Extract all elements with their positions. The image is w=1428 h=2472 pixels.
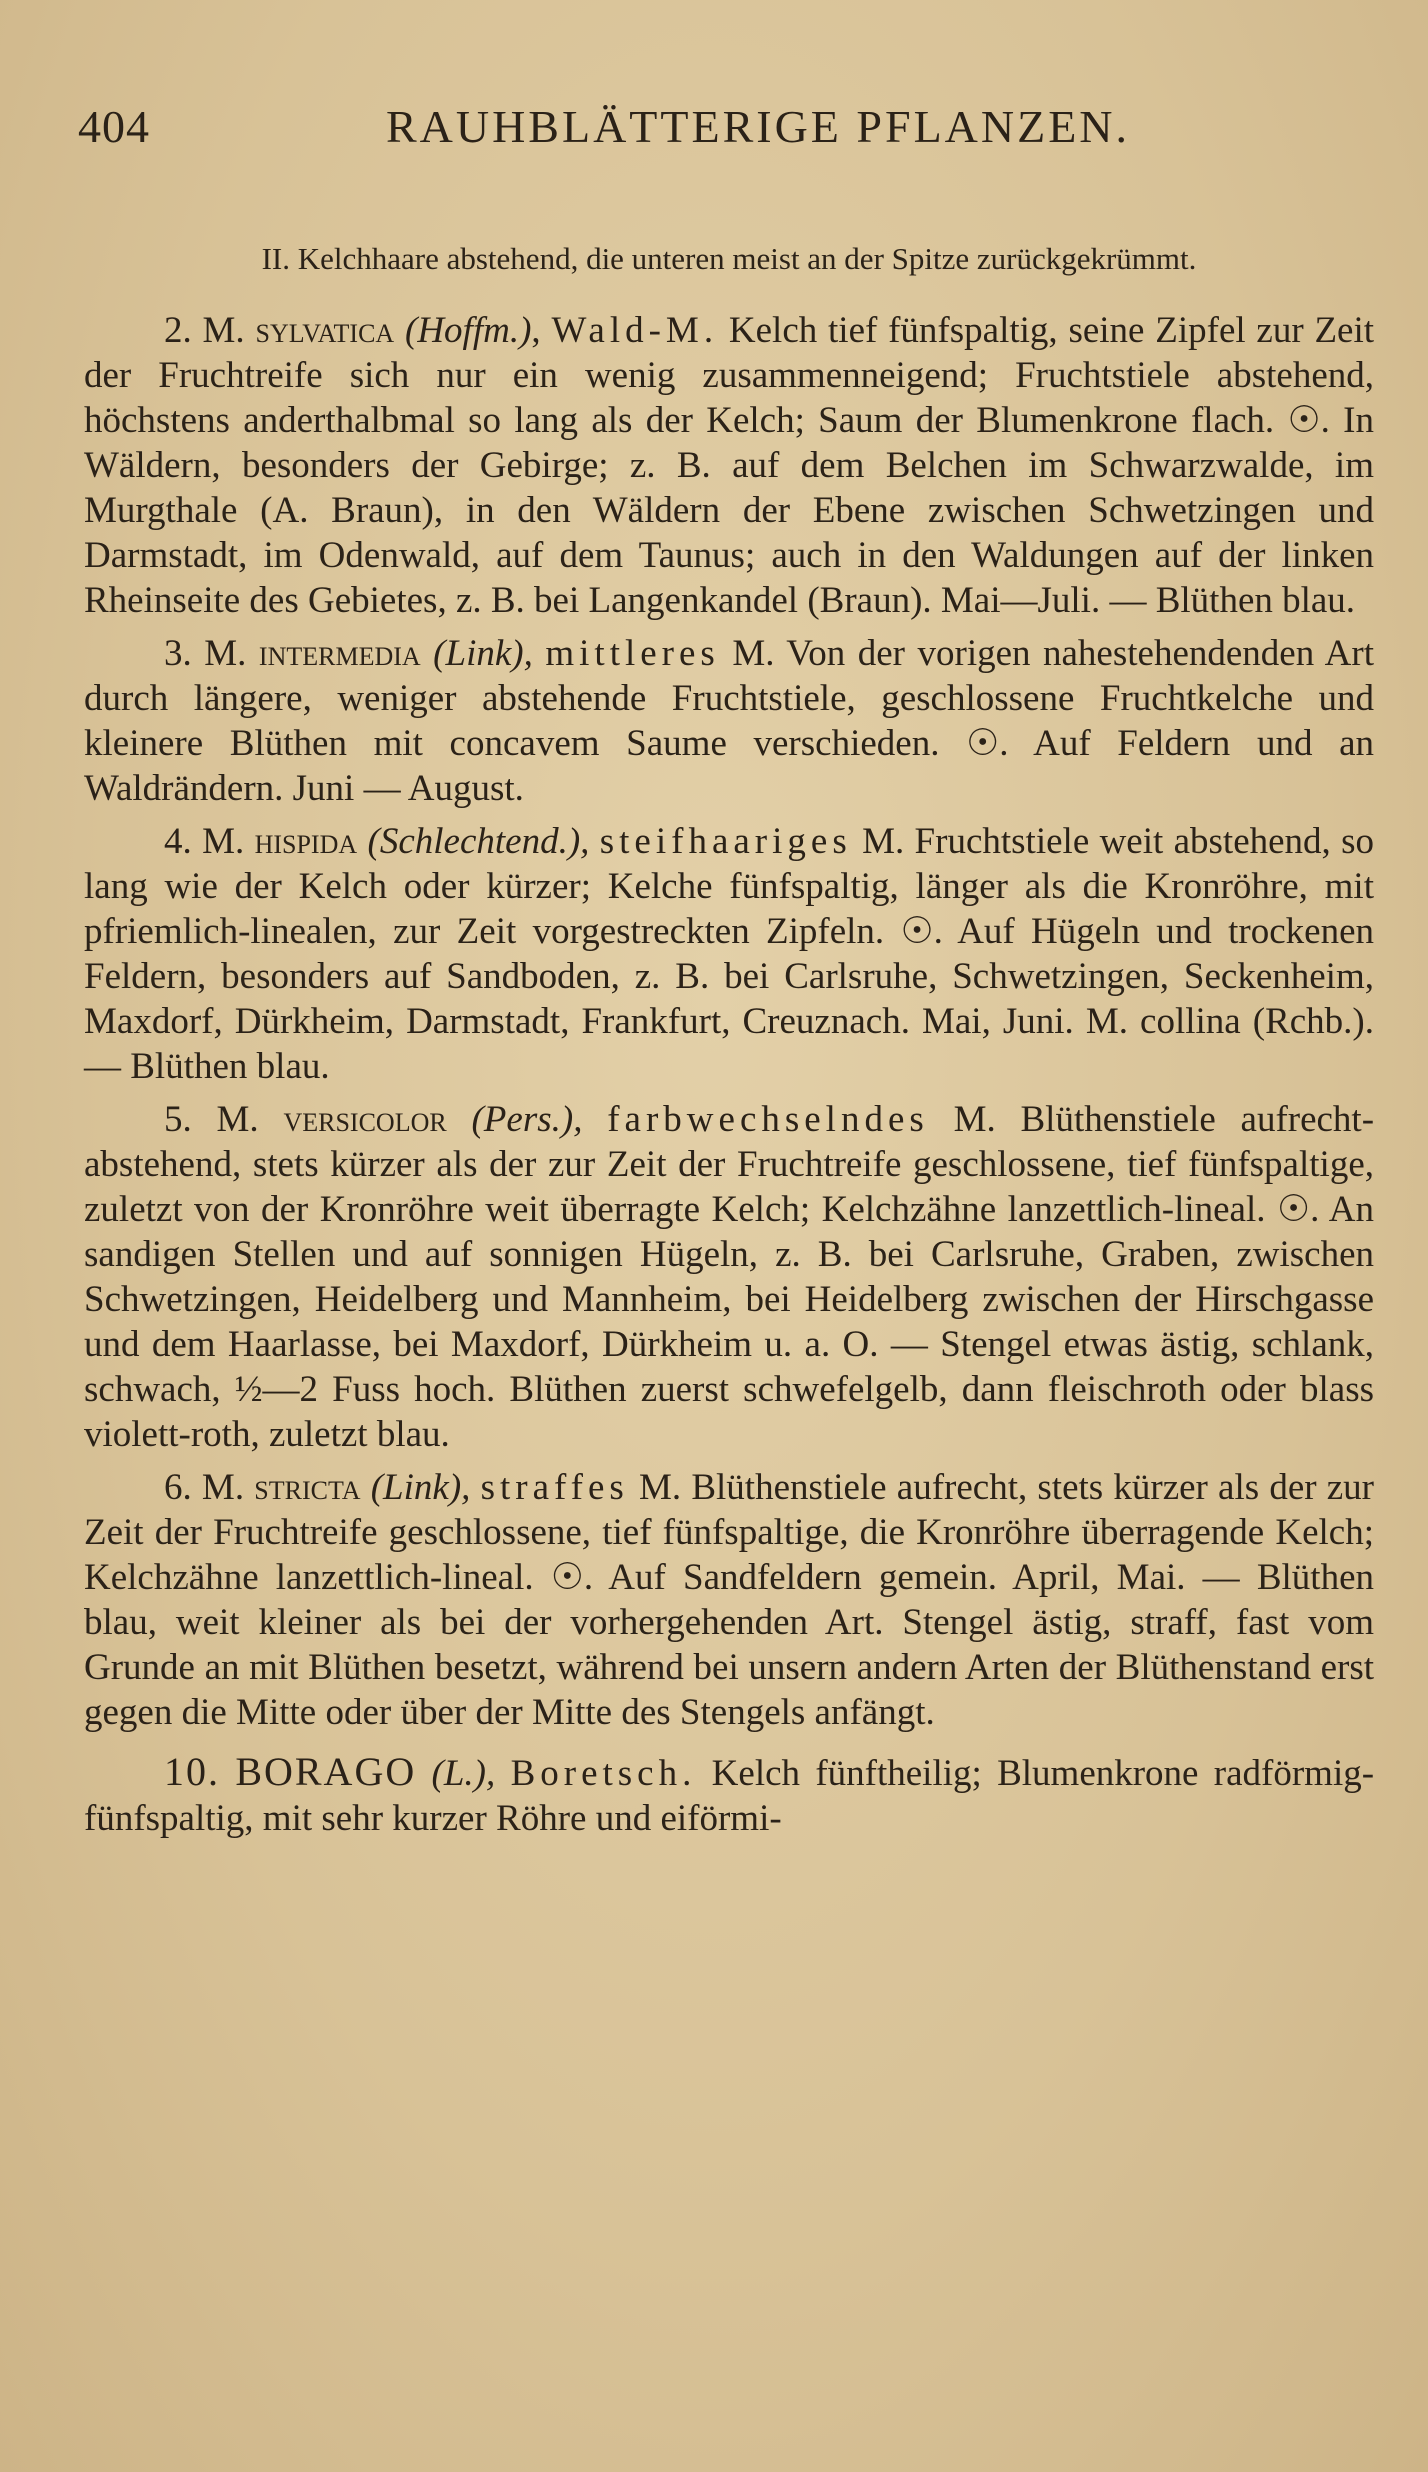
species-entry bbox=[84, 631, 1374, 811]
genus-authority: (L.), bbox=[431, 1753, 496, 1794]
entry-description: Kelch fünftheilig; Blumenkrone radförmig-fünfspaltig, mit sehr kurzer Röhre und eiförmi- bbox=[84, 1753, 1375, 1839]
entry-number: 3. M. bbox=[164, 633, 247, 674]
species-name: sylvatica bbox=[255, 310, 395, 351]
species-authority: (Hoffm.) bbox=[405, 310, 532, 351]
species-name: stricta bbox=[254, 1467, 361, 1508]
entry-description: Kelch tief fünfspaltig, seine Zipfel zur Zeit der Fruchtreife sich nur ein wenig zusammenneigend; Fruchtstiele abstehend, höchstens anderthalbmal so lang als der Kelch; Saum der Blumenkrone flach. ☉. In Wäldern, besonders der Gebirge; z. B. auf dem Belchen im Schwarzwalde, im Murgthale (A. Braun), in den Wäldern der Ebene zwischen Schwetzingen und Darmstadt, im Odenwald, auf dem Taunus; auch in den Waldungen auf der linken Rheinseite des Gebietes, z. B. bei Langenkandel (Braun). Mai—Juli. — Blüthen blau. bbox=[84, 310, 1375, 621]
entry-number: 4. M. bbox=[164, 821, 245, 862]
species-entry bbox=[84, 1097, 1374, 1457]
page-body bbox=[84, 240, 1374, 1849]
genus-entry bbox=[84, 1749, 1374, 1841]
section-heading: II. Kelchhaare abstehend, die unteren meist an der Spitze zurückgekrümmt. bbox=[261, 241, 1197, 276]
running-title: RAUHBLÄTTERIGE PFLANZEN. bbox=[385, 101, 1131, 152]
common-name: Wald-M. bbox=[551, 310, 719, 351]
entry-description: M. Fruchtstiele weit abstehend, so lang wie der Kelch oder kürzer; Kelche fünfspaltig, länger als die Kronröhre, mit pfriemlich-linealen, zur Zeit vorgestreckten Zipfeln. ☉. Auf Hügeln und trockenen Feldern, besonders auf Sandboden, z. B. bei Carlsruhe, Schwetzingen, Seckenheim, Maxdorf, Dürkheim, Darmstadt, Frankfurt, Creuznach. Mai, Juni. M. collina (Rchb.). — Blüthen blau. bbox=[84, 821, 1375, 1087]
page-header bbox=[78, 100, 1368, 160]
entry-description: M. Blüthenstiele aufrecht-abstehend, stets kürzer als der zur Zeit der Fruchtreife geschlossene, tief fünfspaltige, zuletzt von der Kronröhre weit überragte Kelch; Kelchzähne lanzettlich-lineal. ☉. An sandigen Stellen und auf sonnigen Hügeln, z. B. bei Carlsruhe, Graben, zwischen Schwetzingen, Heidelberg und Mannheim, bei Heidelberg zwischen der Hirschgasse und dem Haarlasse, bei Maxdorf, Dürkheim u. a. O. — Stengel etwas ästig, schlank, schwach, ½—2 Fuss hoch. Blüthen zuerst schwefelgelb, dann fleischroth oder blass violett-roth, zuletzt blau. bbox=[84, 1099, 1375, 1455]
common-name: Boretsch. bbox=[510, 1753, 697, 1794]
species-authority: (Link), bbox=[433, 633, 533, 674]
species-authority: (Pers.), bbox=[471, 1099, 583, 1140]
entry-description: M. Blüthenstiele aufrecht, stets kürzer als der zur Zeit der Fruchtreife geschlossene, tief fünfspaltige, die Kronröhre überragende Kelch; Kelchzähne lanzettlich-lineal. ☉. Auf Sandfeldern gemein. April, Mai. — Blüthen blau, weit kleiner als bei der vorhergehenden Art. Stengel ästig, straff, fast vom Grunde an mit Blüthen besetzt, während bei unsern andern Arten der Blüthenstand erst gegen die Mitte oder über der Mitte des Stengels anfängt. bbox=[84, 1467, 1375, 1733]
species-name: intermedia bbox=[258, 633, 421, 674]
common-name: straffes bbox=[480, 1467, 629, 1508]
species-name: versicolor bbox=[283, 1099, 447, 1140]
species-entry bbox=[84, 819, 1374, 1089]
species-entry: 2. M. sylvatica (Hoffm.), Wald-M. Kelch tief fünfspaltig, seine Zipfel zur Zeit der Fruchtreife sich nur ein wenig zusammenneigend; Fruchtstiele abstehend, höchstens anderthalbmal so lang als der Kelch; Saum der Blumenkrone flach. ☉. In Wäldern, besonders der Gebirge; z. B. auf dem Belchen im Schwarzwalde, im Murgthale (A. Braun), in den Wäldern der Ebene zwischen Schwetzingen und Darmstadt, im Odenwald, auf dem Taunus; auch in den Waldungen auf der linken Rheinseite des Gebietes, z. B. bei Langenkandel (Braun). Mai—Juli. — Blüthen blau. bbox=[84, 310, 1375, 621]
entry-number: 6. M. bbox=[164, 1467, 245, 1508]
species-entry bbox=[84, 1465, 1374, 1735]
page-number: 404 bbox=[78, 101, 150, 152]
entry-description: M. Von der vorigen nahestehendenden Art durch längere, weniger abstehende Fruchtstiele, geschlossene Fruchtkelche und kleinere Blüthen mit concavem Saume verschieden. ☉. Auf Feldern und an Waldrändern. Juni — August. bbox=[84, 633, 1375, 809]
entry-number: 5. M. bbox=[164, 1099, 259, 1140]
species-name: hispida bbox=[254, 821, 358, 862]
entry-number: 10. bbox=[164, 1749, 220, 1794]
common-name: steifhaariges bbox=[599, 821, 852, 862]
genus-name: BORAGO bbox=[235, 1749, 417, 1794]
species-authority: (Schlechtend.), bbox=[367, 821, 590, 862]
common-name: farbwechselndes bbox=[607, 1099, 929, 1140]
species-authority: (Link), bbox=[370, 1467, 471, 1508]
entry-number: 2. M. bbox=[164, 310, 245, 351]
common-name: mittleres bbox=[545, 633, 720, 674]
